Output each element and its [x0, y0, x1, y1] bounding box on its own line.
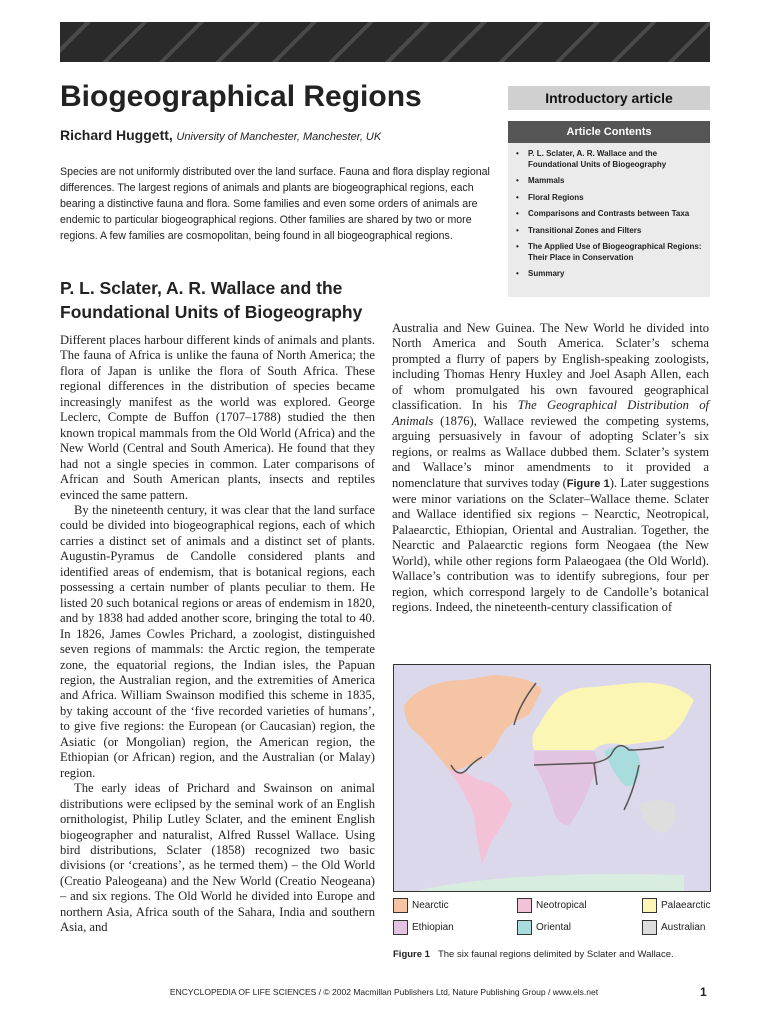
book-title: The Geographical Distribution of Animals — [392, 398, 709, 428]
legend-label: Ethiopian — [412, 922, 454, 933]
paragraph: The early ideas of Prichard and Swainson on animal distributions were eclipsed by the seminal work of an English ornithologist, Philip Lutley Sclater, and the eminent English biogeographer and naturalist, Alfred Russel Wallace. Using bird distributions, Sclater (1858) recognized two basic divisions (or ‘creations’, as he termed them) – the Old World (Creatio Paleogeana) and the New World (Creatio Neogeana) – and six regions. The Old World he divided into Europe and northern Asia, Africa south of the Sahara, India and southern Asia, and — [60, 781, 375, 935]
legend-neotropical — [517, 898, 587, 913]
author-name: Richard Huggett, — [60, 127, 173, 143]
legend-label: Oriental — [536, 922, 572, 933]
legend-swatch — [517, 920, 532, 935]
antarctica — [419, 874, 684, 891]
paragraph — [392, 321, 709, 616]
legend-swatch — [393, 920, 408, 935]
legend-australian — [642, 920, 705, 935]
legend-nearctic — [393, 898, 449, 913]
legend-swatch — [642, 898, 657, 913]
australian-region — [639, 800, 675, 833]
caption-text: The six faunal regions delimited by Sclater and Wallace. — [437, 949, 674, 960]
paragraph: By the nineteenth century, it was clear that the land surface could be divided into biogeographical regions, each of which carries a distinct set of animals and a distinct set of plants. Augustin-Pyramus de Candolle considered plants and identified areas of endemism, that is botanical regions, each possessing a certain number of plants peculiar to them. He listed 20 such botanical regions or areas of endemism in 1820, and by 1838 had added another score, bringing the total to 40. In 1826, James Cowles Prichard, a zoologist, distinguished seven regions of mammals: the Arctic region, the temperate zone, the equatorial regions, the Indian isles, the Papuan region, the Australian region, and the extremities of America and Africa. William Swainson modified this scheme in 1835, by taking account of the ‘five recorded varieties of humans’, to give five regions: the European (or Caucasian) region, the Asiatic (or Mongolian) region, the American region, the Ethiopian (or African) region, and the Australian (or Malay) region. — [60, 502, 375, 780]
abstract: Species are not uniformly distributed over the land surface. Fauna and flora display regional differences. The largest regions of animals and plants are biogeographical regions, each bearing a distinctive fauna and flora. Some families and even some orders of animals are endemic to particular biogeographical regions. Other families are shared by two or more regions. A few families are cosmopolitan, being found in all biogeographical regions. — [60, 166, 490, 242]
legend-palaearctic — [642, 898, 710, 913]
contents-title: Article Contents — [508, 121, 710, 143]
contents-item[interactable]: • P. L. Sclater, A. R. Wallace and the Foundational Units of Biogeography — [516, 149, 706, 170]
world-map-figure — [393, 664, 711, 892]
left-column — [60, 333, 375, 936]
text-run: ). Later suggestions were minor variations on the Sclater–Wallace theme. Sclater and Wallace identified six regions – Nearctic, Neotropical, Palaearctic, Ethiopian, Oriental and Australian. Together, the Nearctic and Palaearctic regions form Neogaea (the New World), while other regions form Palaeogaea (the Old World). Wallace’s contribution was to identify subregions, four per region, which correspond largely to de Candolle’s botanical regions. Indeed, the nineteenth-century classification of — [392, 475, 709, 615]
article-contents-box — [508, 121, 710, 297]
right-column — [392, 321, 709, 616]
author-line — [60, 127, 381, 143]
paragraph: Different places harbour different kinds of animals and plants. The fauna of Africa is unlike the fauna of North America; the flora of Japan is unlike the flora of South Africa. These regional differences in the distribution of species became increasingly manifest as the world was explored. George Leclerc, Compte de Buffon (1707–1788) studied the then known tropical mammals from the Old World (Africa) and the New World (Central and South America). He found that they had not a single species in common. Later comparisons of African and South American plants, insects and reptiles evinced the same pattern. — [60, 333, 375, 502]
legend-oriental — [517, 920, 571, 935]
article-title: Biogeographical Regions — [60, 80, 422, 113]
page-number: 1 — [700, 985, 707, 999]
ethiopian-region — [534, 751, 598, 825]
contents-item[interactable]: • Mammals — [516, 176, 706, 187]
section-heading: P. L. Sclater, A. R. Wallace and the Foundational Units of Biogeography — [60, 278, 363, 322]
author-affiliation: University of Manchester, Manchester, UK — [176, 131, 382, 143]
text-run: (1876), Wallace reviewed the competing systems, arguing persuasively in favour of adopting Sclater’s six regions, or realms as Wallace dubbed them. Sclater’s system and Wallace’s minor amendments to it provided a nomenclature that survives today ( — [392, 413, 709, 490]
contents-item[interactable]: • Comparisons and Contrasts between Taxa — [516, 209, 706, 220]
contents-item[interactable]: • Transitional Zones and Filters — [516, 226, 706, 237]
nearctic-region — [404, 675, 542, 771]
header-banner — [60, 22, 710, 62]
caption-label: Figure 1 — [393, 949, 430, 960]
legend-swatch — [642, 920, 657, 935]
figure-reference-link[interactable]: Figure 1 — [566, 477, 610, 490]
world-map — [394, 665, 710, 891]
contents-item[interactable]: • The Applied Use of Biogeographical Regions: Their Place in Conservation — [516, 242, 706, 263]
figure-caption — [393, 949, 674, 960]
article-type-label: Introductory article — [508, 86, 710, 110]
contents-item[interactable]: • Summary — [516, 269, 706, 280]
legend-label: Australian — [661, 922, 706, 933]
legend-label: Nearctic — [412, 900, 449, 911]
legend-ethiopian — [393, 920, 454, 935]
page-footer: ENCYCLOPEDIA OF LIFE SCIENCES / © 2002 Macmillan Publishers Ltd, Nature Publishing Group / www.els.net — [169, 987, 599, 997]
contents-item[interactable]: • Floral Regions — [516, 193, 706, 204]
legend-label: Neotropical — [536, 900, 587, 911]
legend-swatch — [393, 898, 408, 913]
neotropical-region — [449, 770, 512, 865]
text-run: Australia and New Guinea. The New World he divided into North America and South America. Sclater’s schema prompted a flurry of papers by English-speaking zoologists, including Thomas Henry Huxley and Joel Asaph Allen, each of whom promulgated his own favoured geographical classification. In his — [392, 321, 709, 413]
palaearctic-region — [532, 683, 694, 750]
legend-label: Palaearctic — [661, 900, 711, 911]
legend-swatch — [517, 898, 532, 913]
